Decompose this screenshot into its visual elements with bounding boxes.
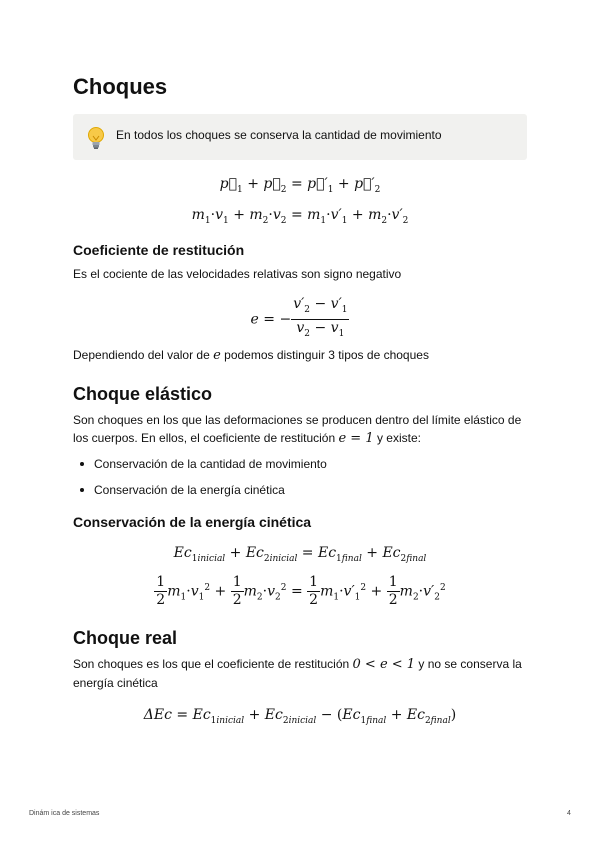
footer-document-name: Dinám ica de sistemas bbox=[29, 810, 100, 817]
energy-conservation-heading: Conservación de la energía cinética bbox=[73, 514, 312, 530]
real-collision-description: Son choques es los que el coeficiente de restitución 0 < e < 1 y no se conserva la energía cinética bbox=[73, 657, 522, 690]
equation-kinetic-energy-sum: $Ec_{1inicial} + Ec_{2inicial} = Ec_{1final} + Ec_{2final}$ bbox=[173, 545, 427, 564]
equation-momentum-masses: $m_1\cdot v_1 + m_2\cdot v_2 = m_1\cdot v'_1 + m_2\cdot v'_2$ bbox=[191, 207, 409, 226]
equation-energy-loss: $\Delta Ec = Ec_{1inicial} + Ec_{2inicial} - (Ec_{1final} + Ec_{2final})$ bbox=[143, 707, 457, 726]
list-item: Conservación de la energía cinética bbox=[73, 481, 327, 507]
equation-kinetic-energy-expanded: $\frac{1}{2}$ $m_1\cdot v_1^2$ + $\frac{1}{2}$ $m_2\cdot v_2^2$ = $\frac{1}{2}$ $m_1\cdot v'_1^2$ + $\frac{1}{2}$ $m_2\cdot v'_2^2$ bbox=[156, 574, 446, 608]
lightbulb-icon bbox=[85, 126, 107, 150]
real-collision-heading: Choque real bbox=[73, 628, 178, 648]
callout-text: En todos los choques se conserva la cantidad de movimiento bbox=[116, 128, 442, 142]
equation-momentum-vectors: $p⃗_1$ + $p⃗_2$ = $p⃗'_1$ + $p⃗'_2$ bbox=[219, 176, 381, 195]
footer-page-number: 4 bbox=[567, 810, 571, 817]
callout-box bbox=[73, 114, 527, 160]
elastic-bullet-list bbox=[73, 455, 327, 507]
elastic-description: Son choques en los que las deformaciones se producen dentro del límite elástico de los cuerpos. En ellos, el coeficiente de restitución e = 1 y existe: bbox=[73, 413, 522, 446]
page-title: Choques bbox=[73, 74, 168, 99]
restitution-types-text: Dependiendo del valor de e podemos distinguir 3 tipos de choques bbox=[73, 348, 429, 363]
list-item: Conservación de la cantidad de movimiento bbox=[73, 455, 327, 481]
restitution-description: Es el cociente de las velocidades relativas son signo negativo bbox=[73, 267, 402, 281]
restitution-heading: Coeficiente de restitución bbox=[73, 242, 245, 258]
equation-restitution: e = − $\frac{v'_2 - v'_1}{v_2 - v_1}$ bbox=[250, 296, 348, 339]
elastic-heading: Choque elástico bbox=[73, 384, 213, 404]
